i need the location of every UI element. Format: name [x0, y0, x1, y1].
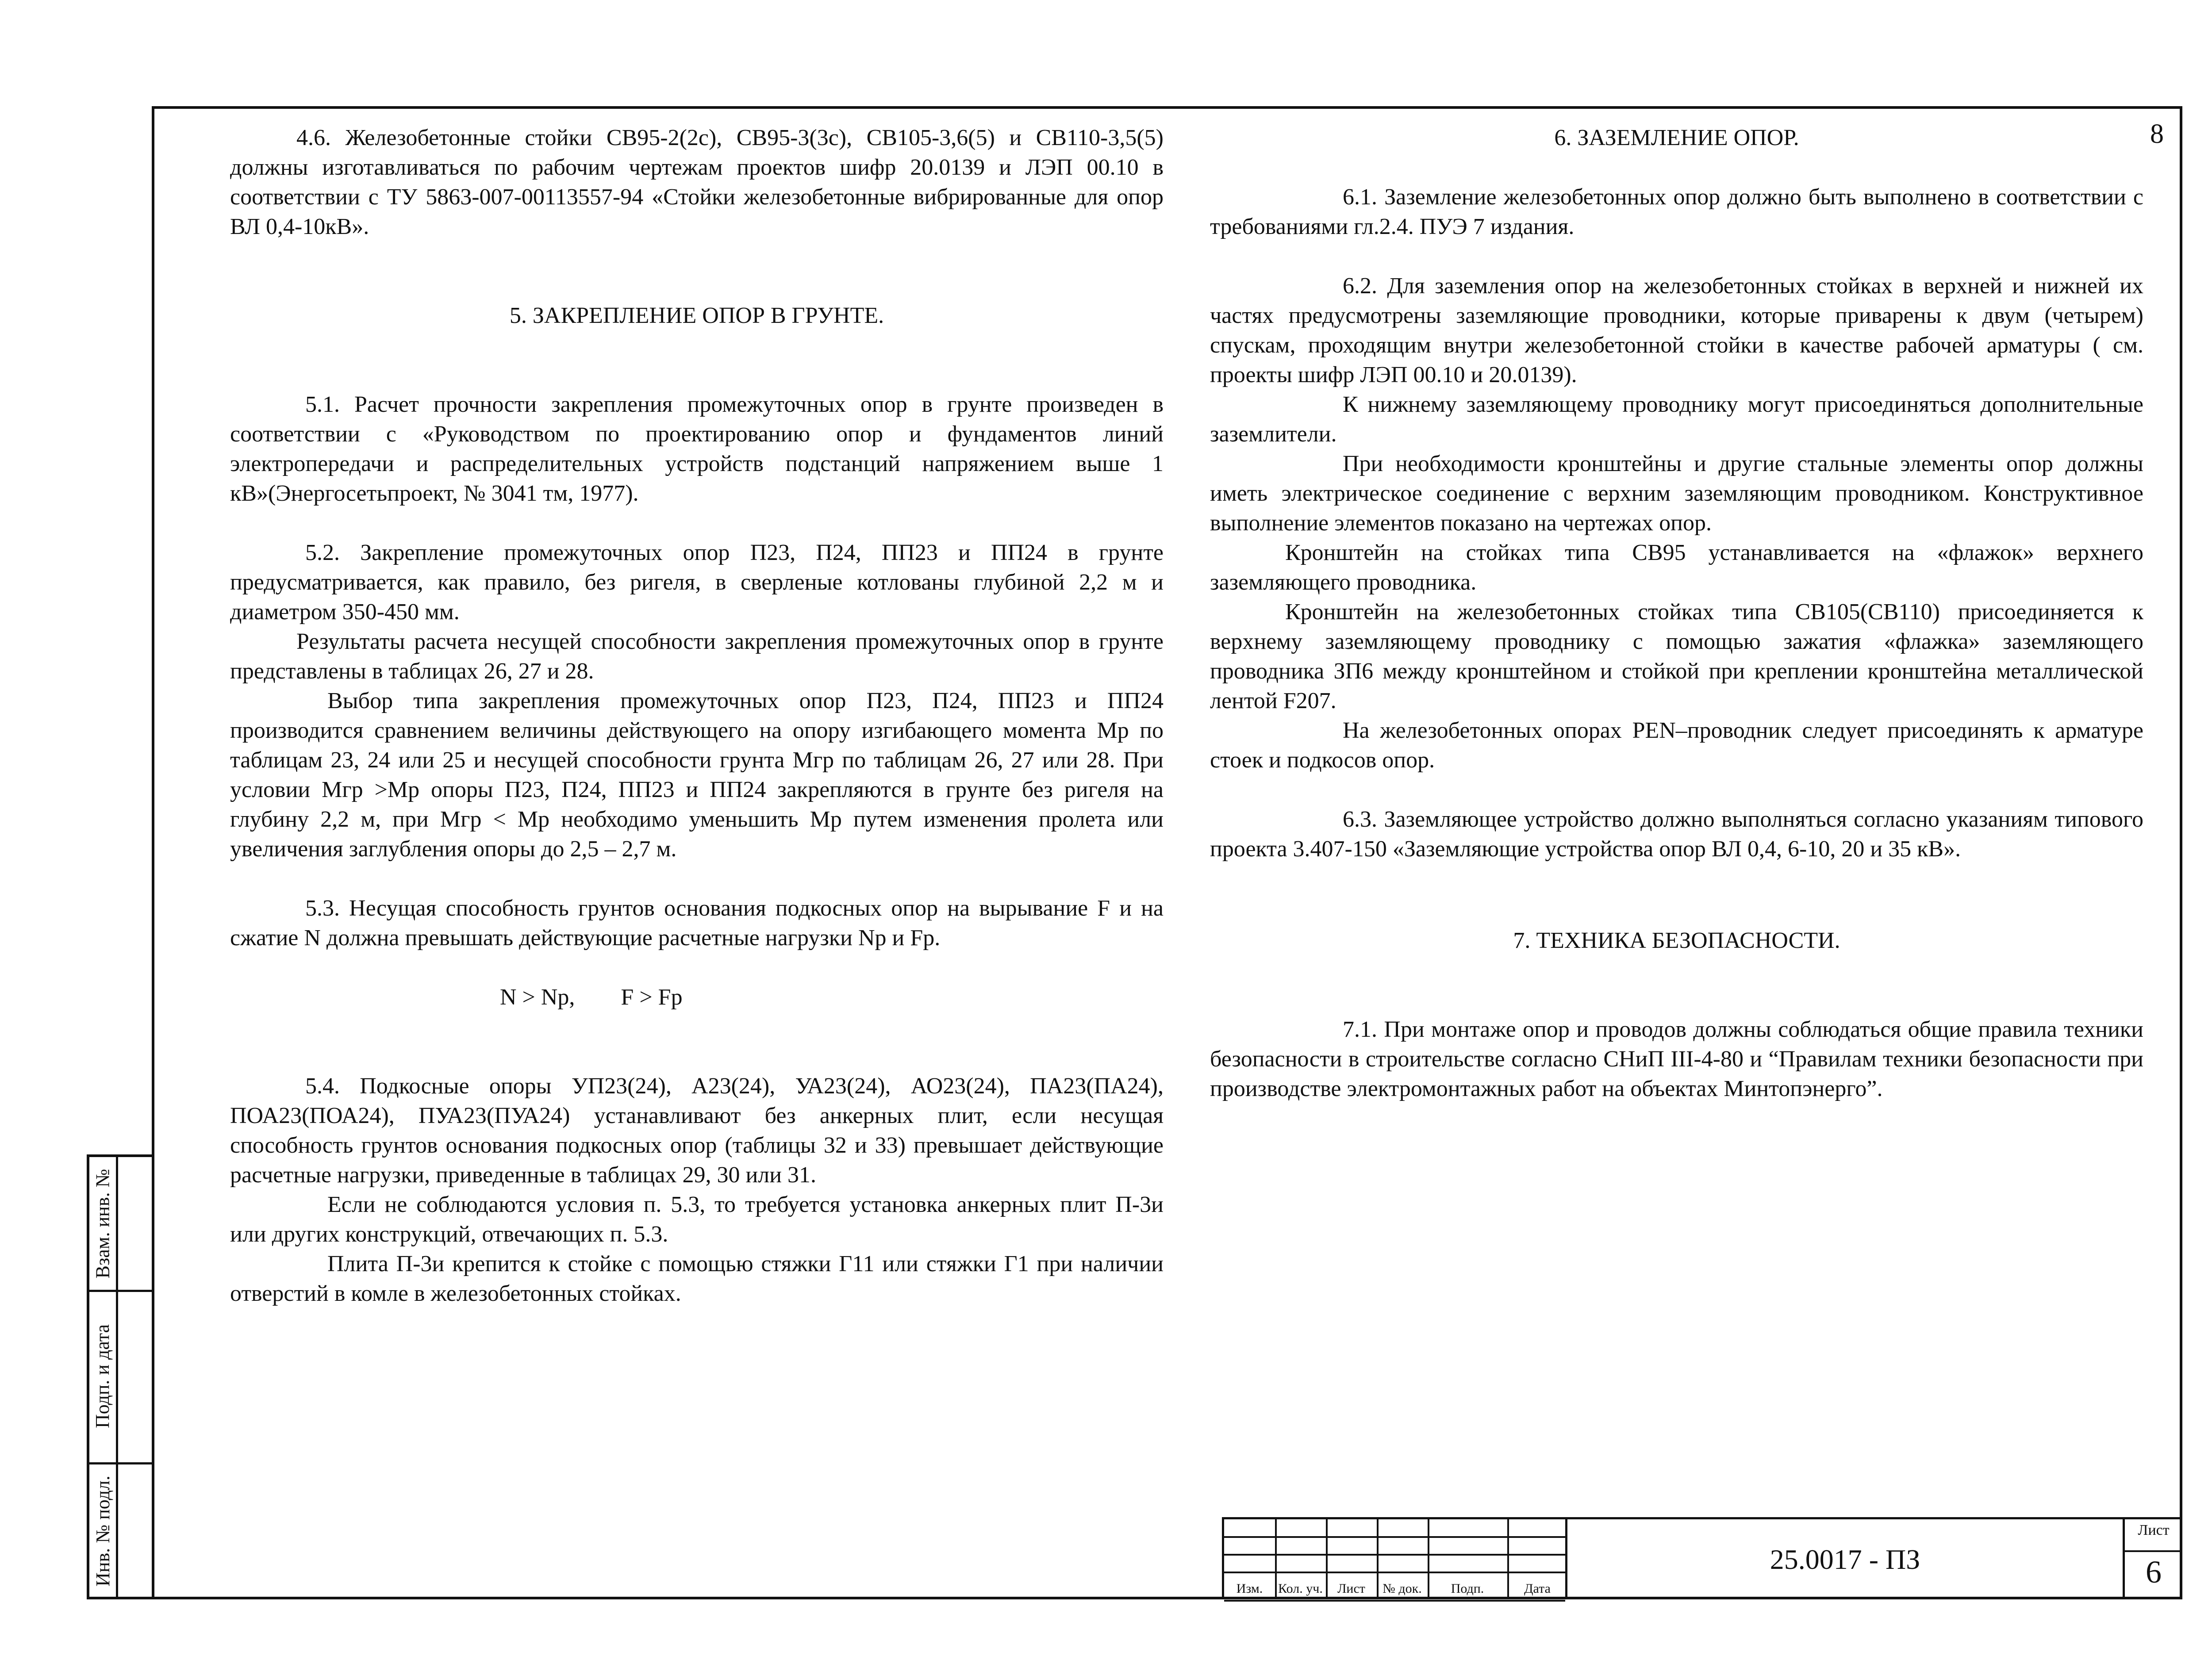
paragraph-6-2: 6.2. Для заземления опор на железобетонных стойках в верхней и нижней их частях предусмотрены заземляющие проводники, которые приварены к двум (четырем) спускам, проходящим внутри железобетонной стойки в качестве рабочей арматуры ( см. проекты шифр ЛЭП 00.10 и 20.0139).	[1210, 273, 2143, 387]
col-label-signature: Подп.	[1451, 1581, 1484, 1596]
col-label-change: Изм.	[1236, 1581, 1263, 1596]
paragraph-5-1: 5.1. Расчет прочности закрепления промежуточных опор в грунте произведен в соответствии с «Руководством по проектированию опор и фундаментов линий электропередачи и распределительных устройств подстанций напряжением выше 1 кВ»(Энергосетьпроект, № 3041 тм, 1977).	[230, 392, 1164, 506]
side-stamp	[87, 1154, 152, 1599]
paragraph-5-4-conditions: Если не соблюдаются условия п. 5.3, то требуется установка анкерных плит П-3и или других конструкций, отвечающих п. 5.3.	[230, 1192, 1164, 1247]
paragraph-6-2-sv105: Кронштейн на железобетонных стойках типа СВ105(СВ110) присоединяется к верхнему заземляющему проводнику с помощью зажатия «флажка» заземляющего проводника ЗП6 между кронштейном и стойкой при креплении кронштейна металлической лентой F207.	[1210, 599, 2143, 713]
document-code: 25.0017 - ПЗ	[1565, 1517, 2123, 1599]
col-label-count: Кол. уч.	[1278, 1581, 1323, 1596]
paragraph-6-1: 6.1. Заземление железобетонных опор должно быть выполнено в соответствии с требованиями гл.2.4. ПУЭ 7 издания.	[1210, 184, 2143, 239]
paragraph-5-3: 5.3. Несущая способность грунтов основания подкосных опор на вырывание F и на сжатие N должна превышать действующие расчетные нагрузки Np и Fp.	[230, 896, 1164, 951]
col-label-date: Дата	[1524, 1581, 1551, 1596]
paragraph-6-2-sv95: Кронштейн на стойках типа СВ95 устанавливается на «флажок» верхнего заземляющего проводника.	[1210, 540, 2143, 595]
paragraph-6-3: 6.3. Заземляющее устройство должно выполняться согласно указаниям типового проекта 3.407-150 «Заземляющие устройства опор ВЛ 0,4, 6-10, 20 и 35 кВ».	[1210, 807, 2143, 862]
paragraph-4-6: 4.6. Железобетонные стойки СВ95-2(2с), СВ95-3(3с), СВ105-3,6(5) и СВ110-3,5(5) должны изготавливаться по рабочим чертежам проектов шифр 20.0139 и ЛЭП 00.10 в соответствии с ТУ 5863-007-00113557-94 «Стойки железобетонные вибрированные для опор ВЛ 0,4-10кВ».	[230, 125, 1164, 239]
paragraph-6-2-brackets: При необходимости кронштейны и другие стальные элементы опор должны иметь электрическое соединение с верхним заземляющим проводником. Конструктивное выполнение элементов показано на чертежах опор.	[1210, 451, 2143, 536]
sheet-cell	[2123, 1517, 2182, 1599]
formula: N > Np, F > Fp	[500, 985, 683, 1010]
paragraph-6-2-ground: К нижнему заземляющему проводнику могут присоединяться дополнительные заземлители.	[1210, 392, 2143, 447]
col-label-doc-number: № док.	[1382, 1581, 1422, 1596]
side-stamp-replaced-inv: Взам. инв. №	[92, 1169, 114, 1278]
section-6-title: 6. ЗАЗЕМЛЕНИЕ ОПОР.	[1554, 125, 1799, 150]
sheet-label: Лист	[2138, 1522, 2170, 1538]
title-block	[1222, 1517, 2182, 1599]
right-column	[1210, 123, 2143, 1104]
paragraph-6-2-pen: На железобетонных опорах PEN–проводник следует присоединять к арматуре стоек и подкосов опор.	[1210, 718, 2143, 773]
paragraph-5-4: 5.4. Подкосные опоры УП23(24), А23(24), УА23(24), АО23(24), ПА23(ПА24), ПОА23(ПОА24), ПУА23(ПУА24) устанавливают без анкерных плит, если несущая способность грунтов основания подкосных опор (таблицы 32 и 33) превышает действующие расчетные нагрузки, приведенные в таблицах 29, 30 или 31.	[230, 1073, 1164, 1188]
revision-grid	[1222, 1517, 1565, 1599]
paragraph-7-1: 7.1. При монтаже опор и проводов должны соблюдаться общие правила техники безопасности в строительстве согласно СНиП III-4-80 и “Правилам техники безопасности при производстве электромонтажных работ на объектах Минтопэнерго”.	[1210, 1017, 2143, 1101]
paragraph-5-2-results: Результаты расчета несущей способности закрепления промежуточных опор в грунте представлены в таблицах 26, 27 и 28.	[230, 629, 1164, 684]
paragraph-5-4-plate: Плита П-3и крепится к стойке с помощью стяжки Г11 или стяжки Г1 при наличии отверстий в комле в железобетонных стойках.	[230, 1251, 1164, 1306]
col-label-sheet: Лист	[1337, 1581, 1365, 1596]
paragraph-5-2-selection: Выбор типа закрепления промежуточных опор П23, П24, ПП23 и ПП24 производится сравнением величины действующего на опору изгибающего момента Мр по таблицам 23, 24 или 25 и несущей способности грунта Мгр по таблицам 26, 27 или 28. При условии Мгр >Мр опоры П23, П24, ПП23 и ПП24 закрепляются в грунте без ригеля на глубину 2,2 м, при Мгр < Мр необходимо уменьшить Мр путем изменения пролета или увеличения заглубления опоры до 2,5 – 2,7 м.	[230, 688, 1164, 862]
page-number: 8	[2150, 119, 2164, 149]
section-7-title: 7. ТЕХНИКА БЕЗОПАСНОСТИ.	[1513, 928, 1840, 953]
sheet-number: 6	[2146, 1554, 2162, 1590]
side-stamp-signature-date: Подп. и дата	[92, 1324, 114, 1428]
left-column	[230, 123, 1164, 1308]
paragraph-5-2: 5.2. Закрепление промежуточных опор П23, П24, ПП23 и ПП24 в грунте предусматривается, как правило, без ригеля, в сверленые котлованы глубиной 2,2 м и диаметром 350-450 мм.	[230, 540, 1164, 625]
side-stamp-original-inv: Инв. № подл.	[92, 1475, 114, 1587]
section-5-title: 5. ЗАКРЕПЛЕНИЕ ОПОР В ГРУНТЕ.	[509, 303, 884, 328]
